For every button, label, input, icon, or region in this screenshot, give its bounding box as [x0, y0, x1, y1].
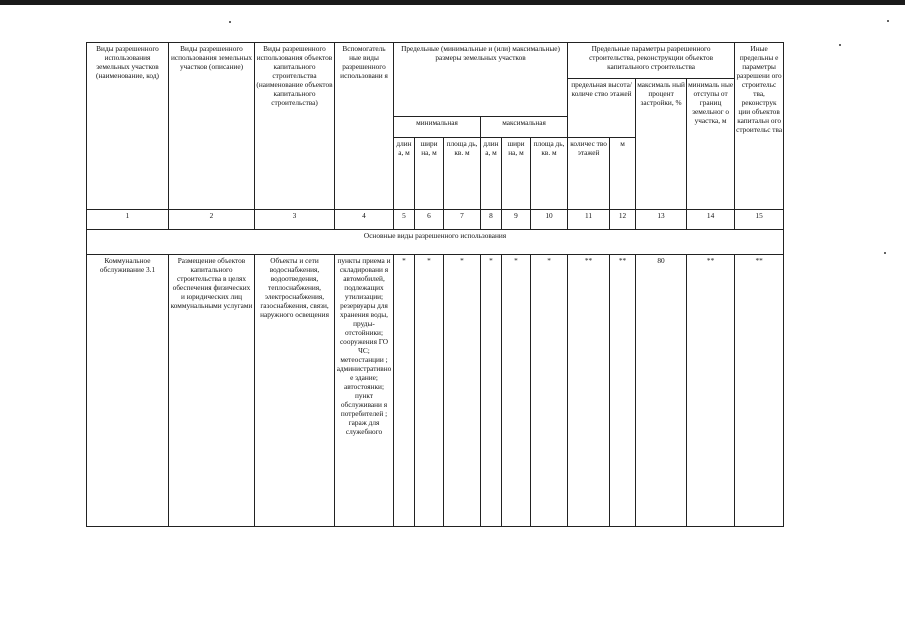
header-min: минимальная: [394, 117, 481, 138]
header-group-params: Предельные параметры разрешенного строительства, реконструкции объектов капитального строительства: [568, 43, 735, 79]
cell-length-min: *: [394, 255, 415, 527]
cell-length-max: *: [481, 255, 502, 527]
header-col3: Виды разрешенного использования объектов капитального строительства (наименование объектов капитального строительства): [255, 43, 335, 210]
col-number: 7: [444, 210, 481, 230]
col-number: 5: [394, 210, 415, 230]
cell-setback: **: [687, 255, 735, 527]
header-col4: Вспомогатель ные виды разрешенного использовани я: [335, 43, 394, 210]
scan-speck: [839, 44, 841, 46]
scan-speck: [884, 252, 886, 254]
use-name: Коммунальное обслуживание 3.1: [87, 255, 169, 527]
use-objects: Объекты и сети водоснабжения, водоотведения, теплоснабжения, электроснабжения, газоснабжения, связи, наружного освещения: [255, 255, 335, 527]
scan-speck: [229, 21, 231, 23]
col-number: 12: [610, 210, 636, 230]
col-number: 14: [687, 210, 735, 230]
section-title: Основные виды разрешенного использования: [87, 230, 784, 255]
col-number: 1: [87, 210, 169, 230]
zoning-regulations-table: [86, 42, 784, 527]
header-len-max: длин а, м: [481, 138, 502, 210]
col-number: 8: [481, 210, 502, 230]
cell-area-max: *: [531, 255, 568, 527]
scan-speck: [887, 20, 889, 22]
cell-other: **: [735, 255, 784, 527]
cell-coverage: 80: [636, 255, 687, 527]
header-wid-max: шири на, м: [502, 138, 531, 210]
col-number: 4: [335, 210, 394, 230]
cell-meters: **: [610, 255, 636, 527]
col-number: 2: [169, 210, 255, 230]
header-col1: Виды разрешенного использования земельных участков (наименование, код): [87, 43, 169, 210]
header-setback: минималь ные отступы от границ земельног о участка, м: [687, 79, 735, 210]
col-number: 11: [568, 210, 610, 230]
scan-top-border: [0, 0, 905, 5]
header-wid-min: шири на, м: [415, 138, 444, 210]
header-col2: Виды разрешенного использования земельных участков (описание): [169, 43, 255, 210]
header-height: предельная высота/количе ство этажей: [568, 79, 636, 138]
col-number: 6: [415, 210, 444, 230]
cell-area-min: *: [444, 255, 481, 527]
table-row: [87, 255, 784, 527]
use-auxiliary: пункты приема и складировани я автомобилей, подлежащих утилизации; резервуары для хранения воды, пруды-отстойники; сооружения ГО ЧС; метеостанции ; административное здание; автостоянки; пункт обслуживани я потребителей ; гараж для служебного: [335, 255, 394, 527]
header-col15: Иные предельны е параметры разрешени ого строительс тва, реконструк ции объектов капитальн ого строительс тва: [735, 43, 784, 210]
header-len-min: длин а, м: [394, 138, 415, 210]
use-description: Размещение объектов капитального строительства в целях обеспечения физических и юридических лиц коммунальными услугами: [169, 255, 255, 527]
cell-width-max: *: [502, 255, 531, 527]
col-number: 10: [531, 210, 568, 230]
header-max: максимальная: [481, 117, 568, 138]
cell-floors: **: [568, 255, 610, 527]
col-number: 13: [636, 210, 687, 230]
section-row: [87, 230, 784, 255]
header-area-max: площа дь, кв. м: [531, 138, 568, 210]
header-area-min: площа дь, кв. м: [444, 138, 481, 210]
header-floors: количес тво этажей: [568, 138, 610, 210]
col-number: 3: [255, 210, 335, 230]
header-meters: м: [610, 138, 636, 210]
col-number: 9: [502, 210, 531, 230]
header-row-1: [87, 43, 784, 79]
column-number-row: [87, 210, 784, 230]
header-coverage: максималь ный процент застройки, %: [636, 79, 687, 210]
header-group-sizes: Предельные (минимальные и (или) максимальные) размеры земельных участков: [394, 43, 568, 117]
cell-width-min: *: [415, 255, 444, 527]
col-number: 15: [735, 210, 784, 230]
